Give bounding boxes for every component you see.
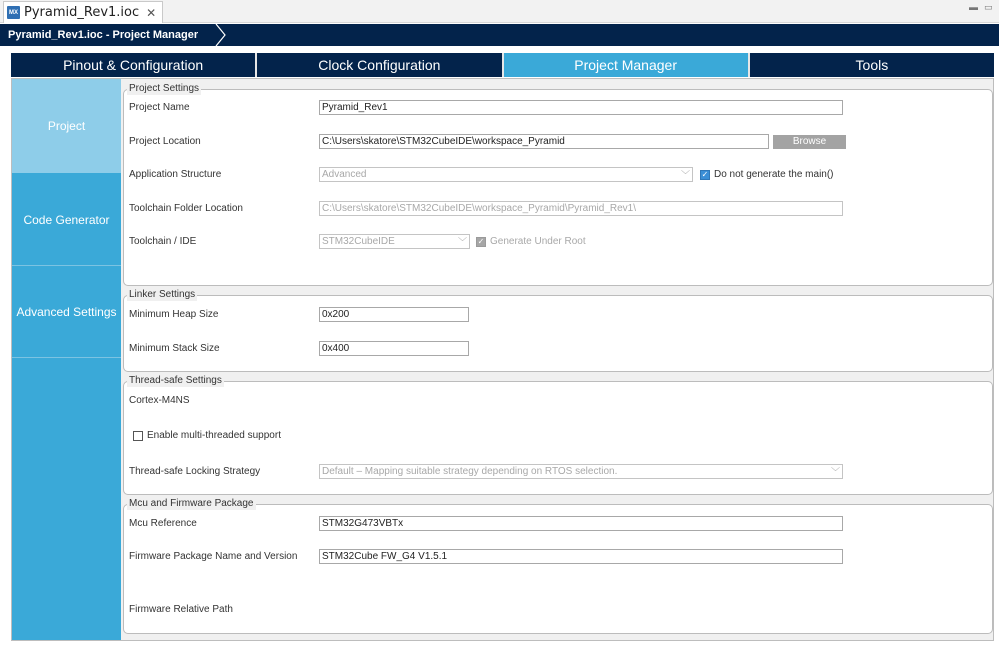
multithread-option[interactable]	[133, 430, 281, 441]
tab-tools[interactable]: Tools	[750, 53, 994, 77]
firmware-package-label: Firmware Package Name and Version	[129, 551, 298, 562]
toolchain-ide-label: Toolchain / IDE	[129, 236, 197, 247]
heap-size-label: Minimum Heap Size	[129, 309, 219, 320]
no-main-checkbox[interactable]: ✓	[701, 169, 709, 179]
locking-strategy-label: Thread-safe Locking Strategy	[129, 466, 261, 477]
firmware-relative-path-label: Firmware Relative Path	[129, 604, 233, 615]
generate-under-root-checkbox[interactable]: ✓	[477, 236, 485, 246]
editor-tab-ioc[interactable]	[3, 1, 163, 23]
firmware-package-input[interactable]: STM32Cube FW_G4 V1.5.1	[319, 549, 843, 564]
chevron-down-icon: ﹀	[457, 237, 467, 247]
project-name-input[interactable]: Pyramid_Rev1	[319, 100, 843, 115]
group-title: Linker Settings	[129, 289, 196, 300]
nav-item-project[interactable]: Project	[12, 79, 121, 173]
core-label: Cortex-M4NS	[129, 395, 190, 406]
group-title: Thread-safe Settings	[129, 375, 222, 386]
chevron-down-icon: ﹀	[830, 467, 840, 477]
project-location-input[interactable]: C:\Users\skatore\STM32CubeIDE\workspace_Pyramid	[319, 134, 769, 149]
tab-pinout-configuration[interactable]: Pinout & Configuration	[11, 53, 257, 77]
locking-strategy-select[interactable]	[319, 464, 843, 479]
linker-settings-group	[123, 289, 993, 372]
app-structure-value: Advanced	[322, 169, 367, 180]
minimize-icon[interactable]: ▬	[969, 2, 978, 12]
app-structure-select[interactable]	[319, 167, 693, 182]
mx-icon: MX	[7, 6, 20, 19]
group-title: Project Settings	[129, 83, 200, 94]
multithread-checkbox[interactable]	[133, 431, 143, 441]
multithread-label: Enable multi-threaded support	[147, 430, 281, 441]
maximize-icon[interactable]: ▭	[984, 2, 993, 12]
no-main-label: Do not generate the main()	[714, 169, 834, 180]
tab-project-manager[interactable]: Project Manager	[504, 53, 750, 77]
thread-safe-settings-group	[123, 375, 993, 495]
browse-button[interactable]: Browse	[773, 135, 846, 149]
group-title: Mcu and Firmware Package	[129, 498, 254, 509]
editor-tab-bar	[0, 0, 999, 23]
tab-clock-configuration[interactable]: Clock Configuration	[257, 53, 503, 77]
generate-under-root-label: Generate Under Root	[490, 236, 586, 247]
breadcrumb-arrow-icon	[214, 24, 228, 46]
generate-under-root-option[interactable]	[476, 236, 586, 247]
stack-size-input[interactable]: 0x400	[319, 341, 469, 356]
project-settings-group	[123, 83, 993, 286]
nav-divider	[12, 357, 121, 358]
breadcrumb-item[interactable]: Pyramid_Rev1.ioc - Project Manager	[8, 29, 199, 41]
stack-size-label: Minimum Stack Size	[129, 343, 220, 354]
project-location-label: Project Location	[129, 136, 201, 147]
toolchain-folder-input: C:\Users\skatore\STM32CubeIDE\workspace_Pyramid\Pyramid_Rev1\	[319, 201, 843, 216]
mcu-firmware-group	[123, 498, 993, 634]
nav-item-advanced-settings[interactable]: Advanced Settings	[16, 305, 117, 319]
locking-strategy-value: Default – Mapping suitable strategy depending on RTOS selection.	[322, 466, 618, 477]
main-tabs	[11, 53, 994, 77]
app-structure-label: Application Structure	[129, 169, 222, 180]
breadcrumb	[0, 24, 999, 46]
mcu-reference-input: STM32G473VBTx	[319, 516, 843, 531]
toolchain-folder-label: Toolchain Folder Location	[129, 203, 243, 214]
nav-item-code-generator[interactable]: Code Generator	[23, 213, 110, 227]
project-name-label: Project Name	[129, 102, 190, 113]
editor-tab-label: Pyramid_Rev1.ioc	[24, 5, 140, 20]
chevron-down-icon: ﹀	[680, 170, 690, 180]
close-icon[interactable]: ✕	[146, 5, 157, 20]
mcu-reference-label: Mcu Reference	[129, 518, 197, 529]
project-manager-panel	[11, 78, 994, 641]
left-nav	[12, 79, 121, 640]
heap-size-input[interactable]: 0x200	[319, 307, 469, 322]
no-main-option[interactable]	[700, 169, 834, 180]
toolchain-ide-select[interactable]	[319, 234, 470, 249]
toolchain-ide-value: STM32CubeIDE	[322, 236, 395, 247]
